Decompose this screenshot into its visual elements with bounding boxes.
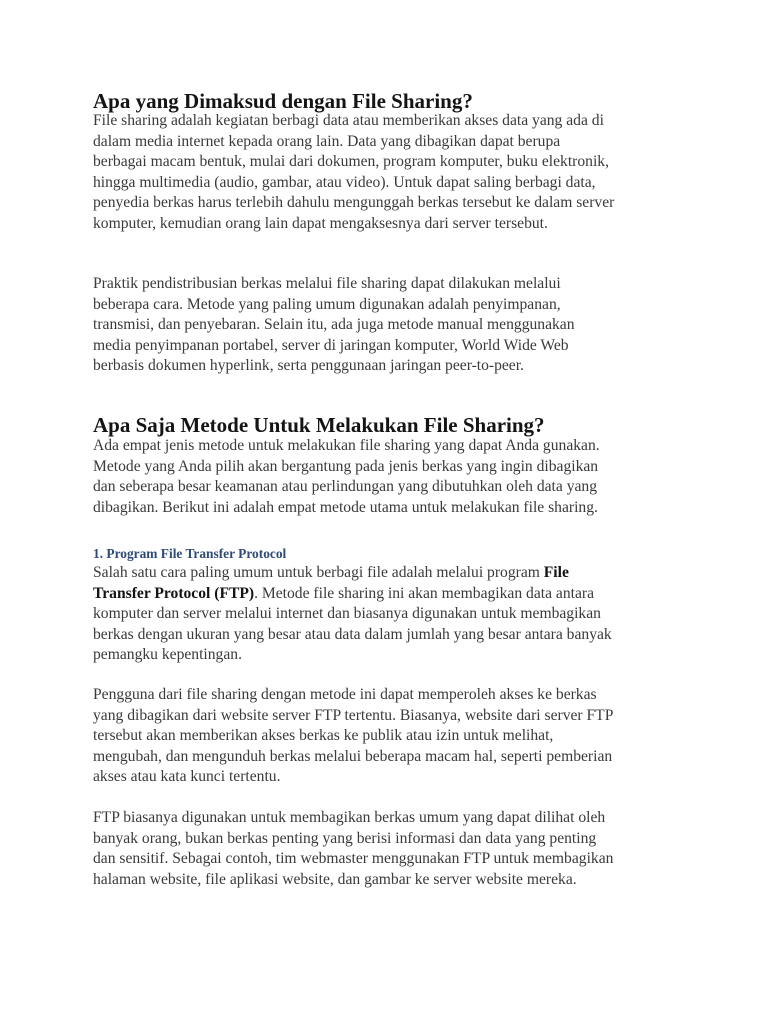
text-line: hingga multimedia (audio, gambar, atau video). Untuk dapat saling berbagi data,	[93, 173, 596, 191]
text-line: penyedia berkas harus terlebih dahulu mengunggah berkas tersebut ke dalam server	[93, 194, 615, 212]
text-line	[93, 563, 612, 584]
text-line: halaman website, file aplikasi website, dan gambar ke server website mereka.	[93, 870, 577, 888]
text-line: tersebut akan memberikan akses berkas ke publik atau izin untuk melihat,	[93, 727, 554, 745]
paragraph-ftp-intro	[93, 563, 612, 666]
paragraph-file-sharing-definition	[93, 111, 614, 235]
text-line: dibagikan. Berikut ini adalah empat metode utama untuk melakukan file sharing.	[93, 498, 598, 516]
paragraph-ftp-usage	[93, 808, 613, 890]
text-line: Praktik pendistribusian berkas melalui file sharing dapat dilakukan melalui	[93, 275, 561, 292]
text-line: Pengguna dari file sharing dengan metode ini dapat memperoleh akses ke berkas	[93, 686, 597, 703]
text-line: dan sensitif. Sebagai contoh, tim webmaster menggunakan FTP untuk membagikan	[93, 850, 614, 868]
text-line: media penyimpanan portabel, server di jaringan komputer, World Wide Web	[93, 336, 569, 354]
text-line: dalam media internet kepada orang lain. Data yang dibagikan dapat berupa	[93, 132, 561, 150]
subheading-ftp: 1. Program File Transfer Protocol	[93, 546, 287, 561]
text-line: komputer dan server melalui internet dan biasanya digunakan untuk membagikan	[93, 605, 601, 623]
text-line: akses atau kata kunci tertentu.	[93, 768, 281, 786]
text-run: Salah satu cara paling umum untuk berbagi file adalah melalui program	[93, 564, 544, 581]
text-line: mengubah, dan mengunduh berkas melalui beberapa macam hal, seperti pemberian	[93, 747, 613, 765]
section-heading-file-sharing: Apa yang Dimaksud dengan File Sharing?	[93, 89, 473, 113]
text-line: Ada empat jenis metode untuk melakukan file sharing yang dapat Anda gunakan.	[93, 437, 600, 454]
text-line: yang dibagikan dari website server FTP tertentu. Biasanya, website dari server FTP	[93, 706, 614, 724]
section-heading-methods: Apa Saja Metode Untuk Melakukan File Sharing?	[93, 413, 545, 437]
text-line: Metode yang Anda pilih akan bergantung pada jenis berkas yang ingin dibagikan	[93, 457, 599, 475]
text-line: komputer, kemudian orang lain dapat mengaksesnya dari server tersebut.	[93, 214, 548, 232]
paragraph-methods-intro	[93, 436, 600, 518]
text-line: pemangku kepentingan.	[93, 646, 242, 664]
text-line: banyak orang, bukan berkas penting yang berisi informasi dan data yang penting	[93, 829, 597, 847]
paragraph-ftp-access	[93, 685, 613, 788]
text-run: . Metode file sharing ini akan membagikan data antara	[254, 584, 594, 602]
paragraph-distribution-practice	[93, 274, 575, 377]
text-line: File sharing adalah kegiatan berbagi data atau memberikan akses data yang ada di	[93, 112, 604, 129]
text-line: dan seberapa besar keamanan atau perlindungan yang dibutuhkan oleh data yang	[93, 478, 598, 496]
text-line: FTP biasanya digunakan untuk membagikan berkas umum yang dapat dilihat oleh	[93, 809, 606, 826]
text-line: beberapa cara. Metode yang paling umum digunakan adalah penyimpanan,	[93, 295, 561, 313]
bold-term-ftp: Transfer Protocol (FTP)	[93, 584, 255, 602]
text-line: transmisi, dan penyebaran. Selain itu, ada juga metode manual menggunakan	[93, 316, 575, 334]
text-line	[93, 584, 612, 605]
text-line: berkas dengan ukuran yang besar atau data dalam jumlah yang besar antara banyak	[93, 625, 612, 643]
text-line: berbagai macam bentuk, mulai dari dokumen, program komputer, buku elektronik,	[93, 153, 609, 171]
bold-term-file: File	[543, 564, 569, 581]
text-line: berbasis dokumen hyperlink, serta penggunaan jaringan peer-to-peer.	[93, 357, 524, 375]
